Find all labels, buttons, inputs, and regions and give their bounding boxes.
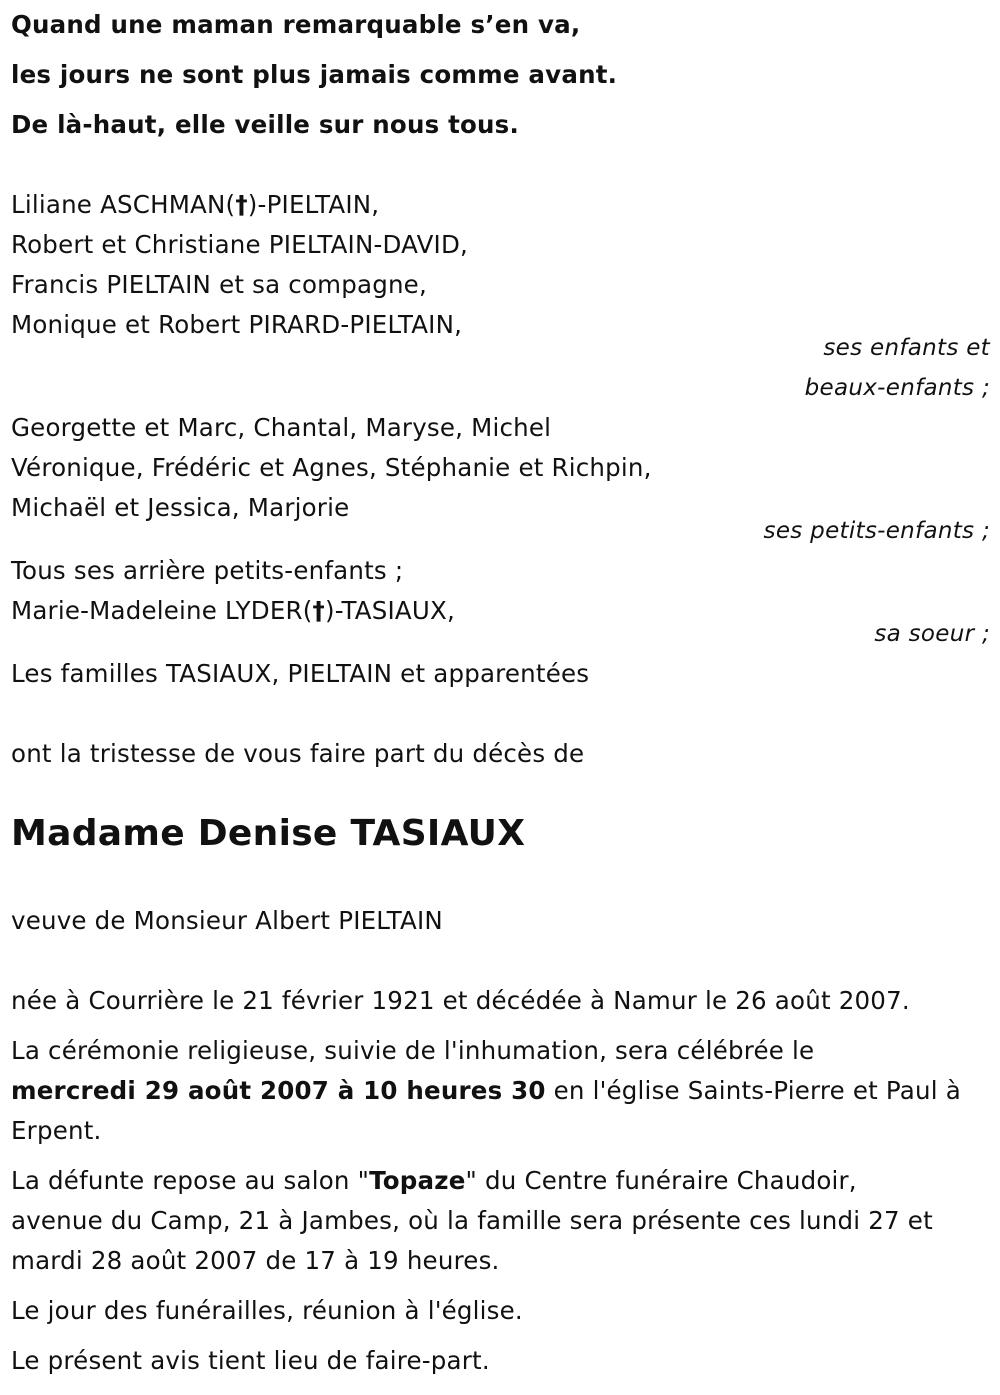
grandchild-line-3: Michaël et Jessica, Marjorie <box>11 493 350 522</box>
child-name-part: Liliane ASCHMAN( <box>11 190 236 219</box>
grandchild-line-1: Georgette et Marc, Chantal, Maryse, Michel <box>11 413 552 442</box>
rest-line-1 <box>11 1166 857 1196</box>
ceremony-line-3: Erpent. <box>11 1116 102 1145</box>
epigraph-line-1: Quand une maman remarquable s’en va, <box>11 10 581 39</box>
epigraph-line-3: De là-haut, elle veille sur nous tous. <box>11 110 519 139</box>
families-line: Les familles TASIAUX, PIELTAIN et apparentées <box>11 659 590 688</box>
sister-name-part: Marie-Madeleine LYDER( <box>11 596 313 625</box>
sister-name-part: )-TASIAUX, <box>324 596 455 625</box>
child-line-4: Monique et Robert PIRARD-PIELTAIN, <box>11 310 463 339</box>
rest-line-3: mardi 28 août 2007 de 17 à 19 heures. <box>11 1246 500 1275</box>
deceased-cross-icon: † <box>235 190 248 219</box>
sister-line <box>11 596 455 626</box>
ceremony-date: mercredi 29 août 2007 à 10 heures 30 <box>11 1076 546 1105</box>
grandchild-line-2: Véronique, Frédéric et Agnes, Stéphanie et Richpin, <box>11 453 652 482</box>
child-line-3: Francis PIELTAIN et sa compagne, <box>11 270 427 299</box>
sister-role: sa soeur ; <box>874 621 990 647</box>
grandchildren-role: ses petits-enfants ; <box>763 518 990 544</box>
epigraph-line-2: les jours ne sont plus jamais comme avant. <box>11 60 618 89</box>
great-grandchildren-line: Tous ses arrière petits-enfants ; <box>11 556 404 585</box>
birth-death-line: née à Courrière le 21 février 1921 et décédée à Namur le 26 août 2007. <box>11 986 910 1015</box>
child-line-1 <box>11 190 379 220</box>
rest-text-part: " du Centre funéraire Chaudoir, <box>465 1166 857 1195</box>
ceremony-line-2 <box>11 1076 961 1106</box>
announcement-line: ont la tristesse de vous faire part du décès de <box>11 739 585 768</box>
rest-line-2: avenue du Camp, 21 à Jambes, où la famille sera présente ces lundi 27 et <box>11 1206 933 1235</box>
children-role-2: beaux-enfants ; <box>804 375 990 401</box>
child-name-part: )-PIELTAIN, <box>247 190 380 219</box>
widow-of-line: veuve de Monsieur Albert PIELTAIN <box>11 906 443 935</box>
gathering-line: Le jour des funérailles, réunion à l'église. <box>11 1296 523 1325</box>
deceased-cross-icon: † <box>312 596 325 625</box>
rest-text-part: La défunte repose au salon " <box>11 1166 370 1195</box>
children-role-1: ses enfants et <box>823 335 990 361</box>
ceremony-line-1: La cérémonie religieuse, suivie de l'inhumation, sera célébrée le <box>11 1036 815 1065</box>
deceased-name: Madame Denise TASIAUX <box>11 813 526 854</box>
child-line-2: Robert et Christiane PIELTAIN-DAVID, <box>11 230 469 259</box>
salon-name: Topaze <box>369 1166 466 1195</box>
notice-line: Le présent avis tient lieu de faire-part. <box>11 1346 490 1375</box>
ceremony-location: en l'église Saints-Pierre et Paul à <box>545 1076 961 1105</box>
